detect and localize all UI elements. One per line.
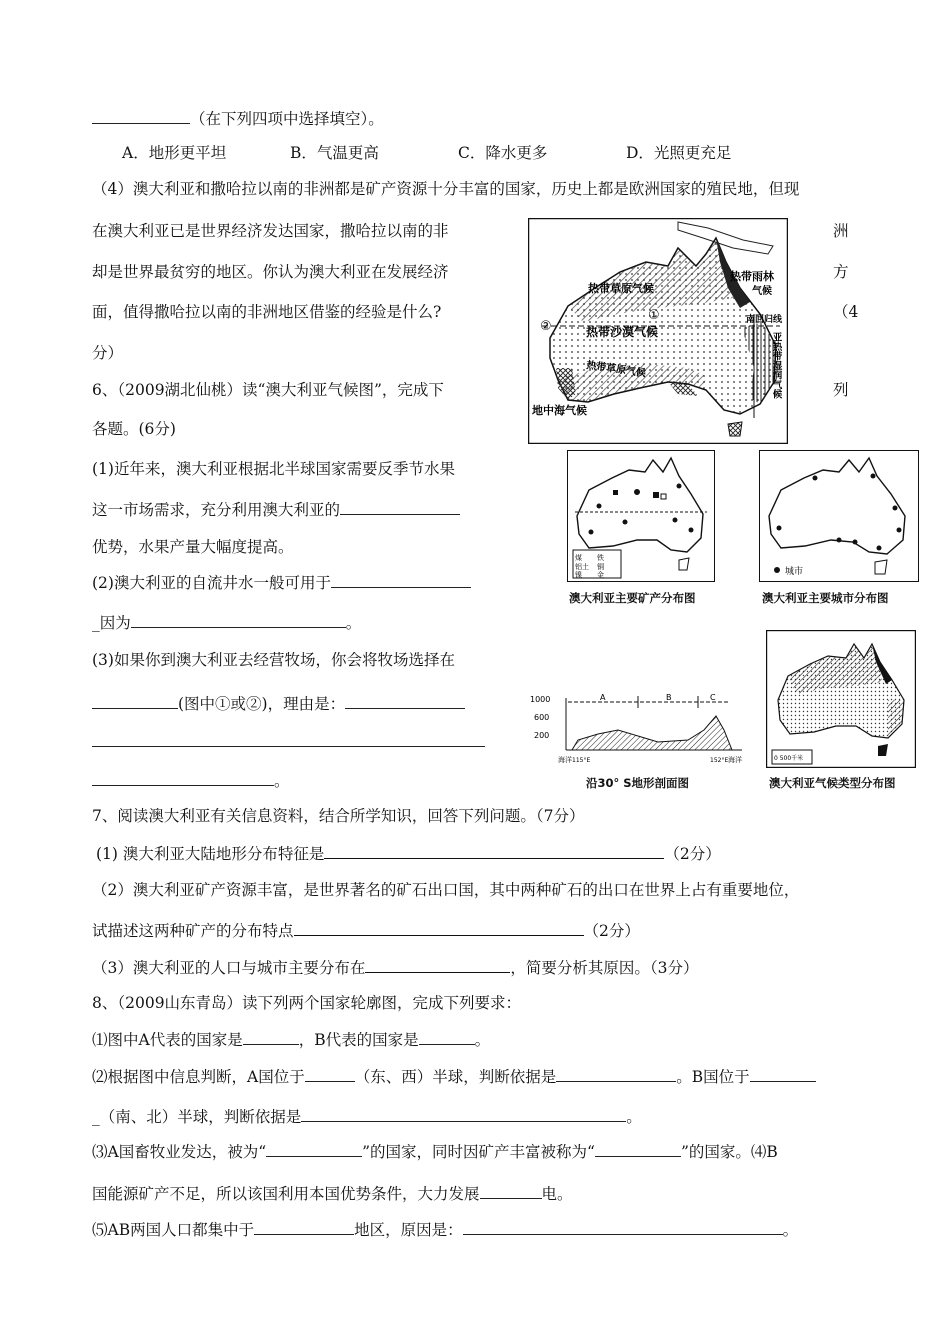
answer-blank[interactable] — [301, 1106, 626, 1122]
q6-line1-tail: 列 — [833, 381, 849, 399]
q6-p2-a: (2)澳大利亚的自流井水一般可用于 — [92, 572, 471, 593]
q6-line1: 6、（2009湖北仙桃）读“澳大利亚气候图”，完成下 — [92, 381, 444, 399]
q4-line5: 分） — [92, 344, 124, 362]
city-legend: 城市 — [785, 567, 804, 577]
q8-p2-cont: _（南、北）半球，判断依据是 。 — [92, 1108, 642, 1126]
segment-a: A — [600, 693, 606, 702]
marker-1: ① — [648, 308, 660, 323]
answer-blank[interactable] — [243, 1029, 299, 1045]
q8-p2: ⑵根据图中信息判断，A国位于 （东、西）半球，判断依据是 。B国位于 — [92, 1066, 816, 1087]
australia-climate-map — [528, 218, 788, 444]
answer-blank[interactable] — [131, 612, 346, 628]
climate-type-caption: 澳大利亚气候类型分布图 — [769, 776, 896, 790]
legend-bauxite: 铝土 — [575, 563, 589, 571]
q6-p2-b: _因为 。 — [92, 614, 362, 632]
answer-blank[interactable] — [92, 770, 274, 786]
answer-blank[interactable] — [254, 1219, 354, 1235]
answer-blank[interactable] — [266, 1141, 362, 1157]
legend-iron: 铁 — [597, 554, 604, 562]
q4-line2: 在澳大利亚已是世界经济发达国家，撒哈拉以南的非 — [92, 222, 449, 240]
answer-blank[interactable] — [556, 1066, 676, 1082]
profile-caption: 沿30° S地形剖面图 — [586, 776, 690, 790]
legend-gold: 金 — [597, 571, 604, 579]
q6-p3-b: (图中①或②)，理由是： — [92, 693, 465, 714]
y-tick-1000: 1000 — [530, 695, 551, 704]
option-d: D．光照更充足 — [626, 144, 732, 162]
q6-p1-c: 优势，水果产量大幅度提高。 — [92, 538, 294, 556]
answer-blank[interactable] — [92, 731, 485, 747]
q7-p2-line2: 试描述这两种矿产的分布特点 （2分） — [92, 922, 640, 940]
legend-nickel: 镍 — [575, 571, 582, 579]
q6-p3-c — [92, 731, 485, 752]
climate-type-map — [766, 630, 916, 768]
q4-line4: 面，值得撒哈拉以南的非洲地区借鉴的经验是什么? — [92, 303, 442, 321]
answer-blank[interactable] — [294, 920, 584, 936]
legend-coal: 煤 — [575, 554, 582, 562]
lon-left: 115°E — [572, 757, 591, 764]
q4-line1: （4）澳大利亚和撒哈拉以南的非洲都是矿产资源十分丰富的国家，历史上都是欧洲国家的殖民地，但现 — [92, 180, 800, 198]
answer-blank[interactable] — [340, 499, 460, 515]
answer-blank[interactable] — [331, 572, 471, 588]
label-savanna-north: 热带草原气候 — [588, 282, 654, 295]
y-tick-600: 600 — [534, 713, 550, 722]
q8-intro: 8、（2009山东青岛）读下列两个国家轮廓图，完成下列要求： — [92, 994, 522, 1012]
label-tropic: 南回归线 — [746, 315, 783, 325]
answer-blank[interactable] — [480, 1183, 542, 1199]
marker-2: ② — [540, 319, 552, 334]
q6-p1-a: (1)近年来，澳大利亚根据北半球国家需要反季节水果 — [92, 460, 455, 478]
answer-blank[interactable] — [463, 1219, 783, 1235]
q4-line3-tail: 方 — [833, 263, 849, 281]
q7-p2-line1: （2）澳大利亚矿产资源丰富，是世界著名的矿石出口国，其中两种矿石的出口在世界上占有重要地位， — [92, 881, 800, 899]
answer-blank[interactable] — [305, 1066, 355, 1082]
terrain-profile — [528, 690, 748, 770]
sea-right: 海洋 — [728, 756, 742, 764]
option-c: C．降水更多 — [458, 144, 548, 162]
sea-left: 海洋 — [558, 756, 572, 764]
y-tick-200: 200 — [534, 731, 550, 740]
mineral-map-caption: 澳大利亚主要矿产分布图 — [569, 591, 696, 605]
option-b: B．气温更高 — [290, 144, 379, 162]
q6-line2: 各题。(6分) — [92, 420, 176, 438]
answer-blank[interactable] — [419, 1029, 475, 1045]
mineral-map — [567, 450, 715, 582]
q4-line3: 却是世界最贫穷的地区。你认为澳大利亚在发展经济 — [92, 263, 449, 281]
answer-blank[interactable] — [345, 693, 465, 709]
lon-right: 152°E — [710, 757, 729, 764]
segment-b: B — [666, 693, 672, 702]
label-rainforest-2: 气候 — [752, 286, 772, 297]
q8-p1: ⑴图中A代表的国家是 ，B代表的国家是 。 — [92, 1031, 491, 1049]
q4-line2-tail: 洲 — [833, 222, 849, 240]
legend-copper: 铜 — [597, 563, 604, 571]
label-subtropical: 亚热带湿润气候 — [770, 332, 782, 399]
label-rainforest: 热带雨林 — [730, 270, 774, 283]
answer-blank[interactable] — [92, 108, 190, 124]
scale-label: 0 500千米 — [774, 755, 804, 762]
q4-line4-tail: （4 — [833, 303, 859, 321]
top-blank-line: （在下列四项中选择填空）。 — [92, 108, 384, 129]
q7-p3: （3）澳大利亚的人口与城市主要分布在 ，简要分析其原因。（3分） — [92, 959, 699, 977]
option-a: A．地形更平坦 — [122, 144, 227, 162]
answer-blank[interactable] — [92, 693, 178, 709]
answer-blank[interactable] — [324, 843, 664, 859]
label-savanna-south: 热带草原气候 — [585, 360, 647, 380]
answer-blank[interactable] — [595, 1141, 681, 1157]
q7-p1: (1) 澳大利亚大陆地形分布特征是 （2分） — [96, 845, 721, 863]
city-map-caption: 澳大利亚主要城市分布图 — [762, 591, 889, 605]
q8-p3: ⑶A国畜牧业发达，被为“ ”的国家，同时因矿产丰富被称为“ ”的国家。⑷B — [92, 1143, 778, 1161]
q6-p3-d: 。 — [92, 770, 290, 791]
answer-blank[interactable] — [365, 957, 510, 973]
segment-c: C — [710, 693, 716, 702]
answer-blank[interactable] — [750, 1066, 816, 1082]
q7-intro: 7、阅读澳大利亚有关信息资料，结合所学知识，回答下列问题。（7分） — [92, 807, 585, 825]
city-map — [759, 450, 919, 582]
q8-p4: 国能源矿产不足，所以该国利用本国优势条件，大力发展 电。 — [92, 1185, 573, 1203]
label-desert: 热带沙漠气候 — [586, 325, 659, 339]
label-mediterranean: 地中海气候 — [532, 404, 587, 417]
q6-p1-b: 这一市场需求，充分利用澳大利亚的 — [92, 499, 460, 520]
q8-p5: ⑸AB两国人口都集中于 地区，原因是： 。 — [92, 1221, 799, 1239]
q6-p3-a: (3)如果你到澳大利亚去经营牧场，你会将牧场选择在 — [92, 651, 455, 669]
